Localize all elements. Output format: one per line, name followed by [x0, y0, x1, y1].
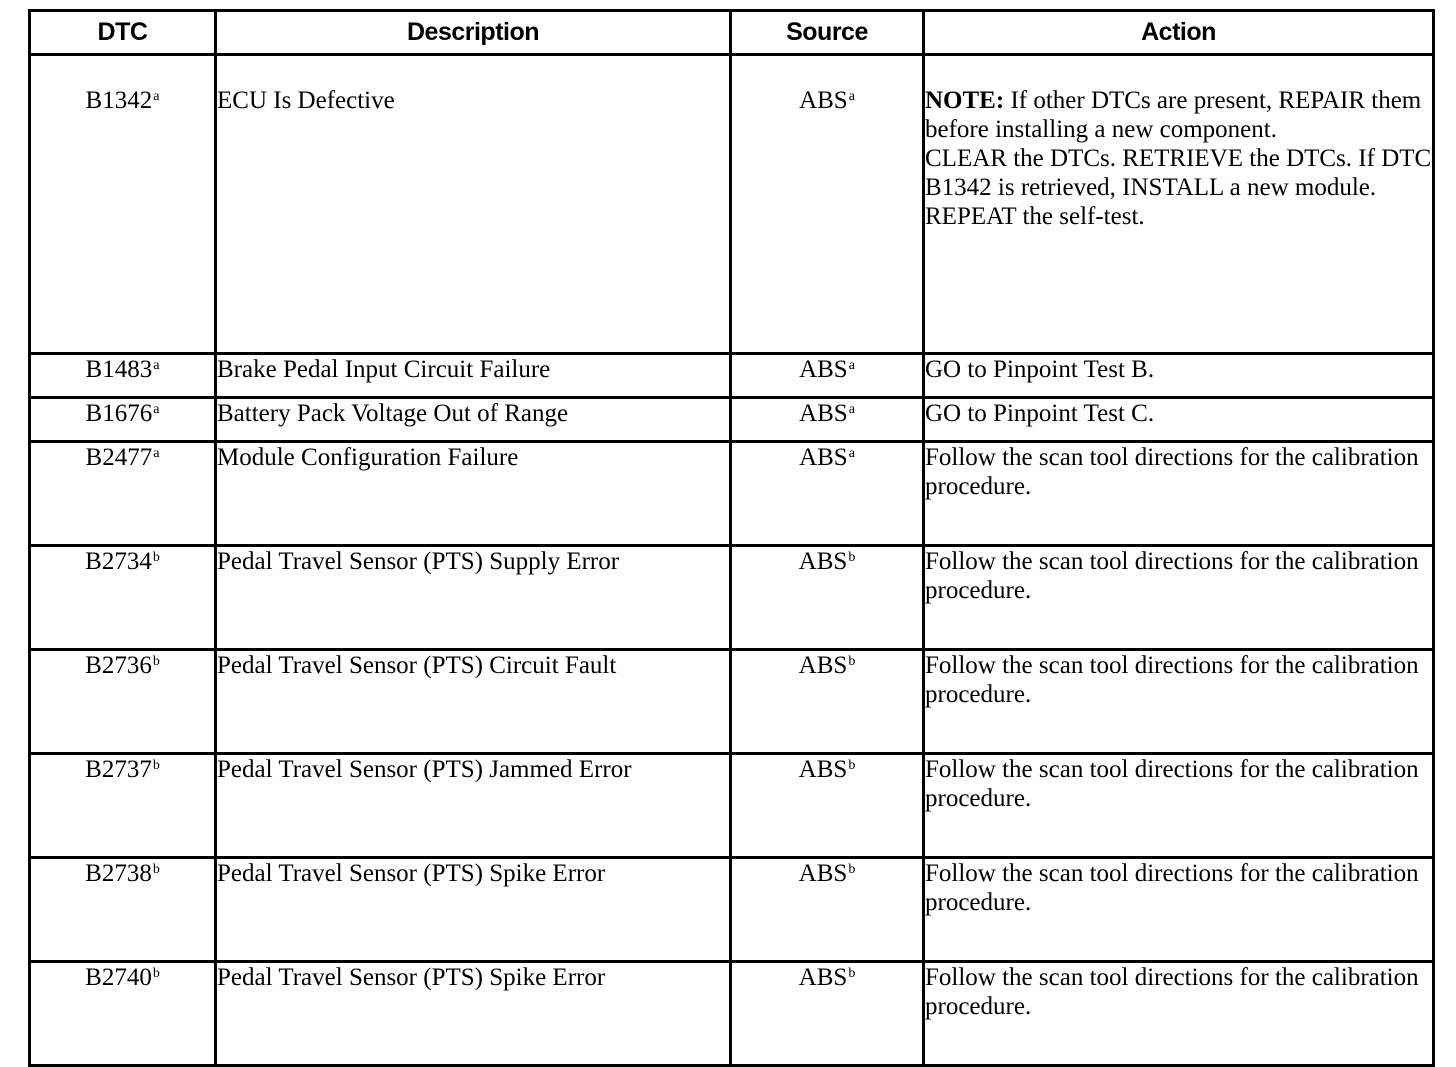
dtc-code: B2740 — [85, 964, 152, 991]
dtc-code-cell — [30, 546, 216, 650]
source-cell — [731, 858, 924, 962]
action-cell — [924, 858, 1434, 962]
action-text: GO to Pinpoint Test B. — [925, 356, 1155, 383]
table-row — [30, 398, 1434, 442]
source-cell — [731, 354, 924, 398]
dtc-code-cell — [30, 55, 216, 354]
dtc-code-cell — [30, 442, 216, 546]
dtc-code: B2734 — [85, 548, 152, 575]
footnote-marker: b — [848, 862, 856, 877]
dtc-code-cell — [30, 858, 216, 962]
source-text: ABS — [799, 444, 848, 471]
footnote-marker: a — [153, 446, 160, 461]
source-text: ABS — [798, 756, 848, 783]
footnote-marker: b — [848, 550, 856, 565]
footnote-marker: b — [848, 758, 856, 773]
dtc-code: B2737 — [85, 756, 152, 783]
source-text: ABS — [798, 548, 848, 575]
action-line: CLEAR the DTCs. RETRIEVE the DTCs. If DTC B1342 is retrieved, INSTALL a new module. — [925, 145, 1432, 201]
description-cell — [216, 754, 731, 858]
source-cell — [731, 546, 924, 650]
table-row — [30, 858, 1434, 962]
action-cell — [924, 55, 1434, 354]
description-cell — [216, 650, 731, 754]
action-text: Follow the scan tool directions for the calibration procedure. — [925, 444, 1419, 500]
source-cell — [731, 754, 924, 858]
description-text: ECU Is Defective — [217, 87, 395, 114]
dtc-code: B2736 — [85, 652, 152, 679]
table-row — [30, 354, 1434, 398]
description-text: Battery Pack Voltage Out of Range — [217, 400, 569, 427]
source-cell — [731, 442, 924, 546]
action-cell — [924, 650, 1434, 754]
action-line — [925, 86, 1432, 144]
dtc-code: B2738 — [85, 860, 152, 887]
footnote-marker: a — [153, 358, 160, 373]
source-cell — [731, 398, 924, 442]
source-cell — [731, 55, 924, 354]
action-text: Follow the scan tool directions for the calibration procedure. — [925, 964, 1419, 1020]
table-header-row — [30, 11, 1434, 55]
description-text: Pedal Travel Sensor (PTS) Spike Error — [217, 964, 606, 991]
source-text: ABS — [799, 87, 848, 114]
source-text: ABS — [798, 652, 848, 679]
description-cell — [216, 55, 731, 354]
dtc-code-cell — [30, 650, 216, 754]
table-row — [30, 754, 1434, 858]
footnote-marker: a — [848, 358, 855, 373]
description-cell — [216, 354, 731, 398]
action-text: If other DTCs are present, REPAIR them before installing a new component. — [925, 87, 1422, 143]
dtc-code: B1483 — [85, 356, 153, 383]
action-text: GO to Pinpoint Test C. — [925, 400, 1155, 427]
footnote-marker: a — [848, 446, 855, 461]
action-cell — [924, 354, 1434, 398]
header-source: Source — [731, 11, 924, 55]
description-text: Pedal Travel Sensor (PTS) Spike Error — [217, 860, 606, 887]
footnote-marker: b — [152, 758, 160, 773]
footnote-marker: a — [153, 89, 160, 104]
source-cell — [731, 650, 924, 754]
header-description: Description — [216, 11, 731, 55]
action-cell — [924, 754, 1434, 858]
table-row — [30, 546, 1434, 650]
dtc-code: B1342 — [85, 87, 153, 114]
action-text: Follow the scan tool directions for the calibration procedure. — [925, 860, 1419, 916]
description-text: Pedal Travel Sensor (PTS) Jammed Error — [217, 756, 632, 783]
description-cell — [216, 442, 731, 546]
description-text: Pedal Travel Sensor (PTS) Circuit Fault — [217, 652, 617, 679]
dtc-code-cell — [30, 398, 216, 442]
description-text: Module Configuration Failure — [217, 444, 519, 471]
note-label: NOTE: — [925, 87, 1005, 114]
footnote-marker: b — [152, 862, 160, 877]
action-line: REPEAT the self-test. — [925, 203, 1145, 230]
dtc-code: B1676 — [85, 400, 153, 427]
action-text: Follow the scan tool directions for the calibration procedure. — [925, 756, 1419, 812]
footnote-marker: b — [152, 966, 160, 981]
dtc-code: B2477 — [85, 444, 153, 471]
source-text: ABS — [798, 964, 848, 991]
description-cell — [216, 546, 731, 650]
footnote-marker: b — [152, 654, 160, 669]
source-text: ABS — [799, 356, 848, 383]
footnote-marker: a — [848, 402, 855, 417]
action-text: Follow the scan tool directions for the calibration procedure. — [925, 548, 1419, 604]
footnote-marker: b — [152, 550, 160, 565]
header-action: Action — [924, 11, 1434, 55]
dtc-table — [28, 9, 1435, 1067]
source-text: ABS — [799, 400, 848, 427]
description-text: Brake Pedal Input Circuit Failure — [217, 356, 551, 383]
table-row — [30, 650, 1434, 754]
action-cell — [924, 546, 1434, 650]
action-cell — [924, 442, 1434, 546]
action-text: Follow the scan tool directions for the calibration procedure. — [925, 652, 1419, 708]
table-row — [30, 442, 1434, 546]
document-page — [28, 9, 1432, 1067]
description-text: Pedal Travel Sensor (PTS) Supply Error — [217, 548, 620, 575]
footnote-marker: b — [848, 966, 856, 981]
action-cell — [924, 398, 1434, 442]
description-cell — [216, 858, 731, 962]
description-cell — [216, 398, 731, 442]
header-dtc: DTC — [30, 11, 216, 55]
table-row — [30, 55, 1434, 354]
footnote-marker: b — [848, 654, 856, 669]
source-text: ABS — [798, 860, 848, 887]
dtc-code-cell — [30, 754, 216, 858]
footnote-marker: a — [153, 402, 160, 417]
footnote-marker: a — [848, 89, 855, 104]
dtc-code-cell — [30, 354, 216, 398]
